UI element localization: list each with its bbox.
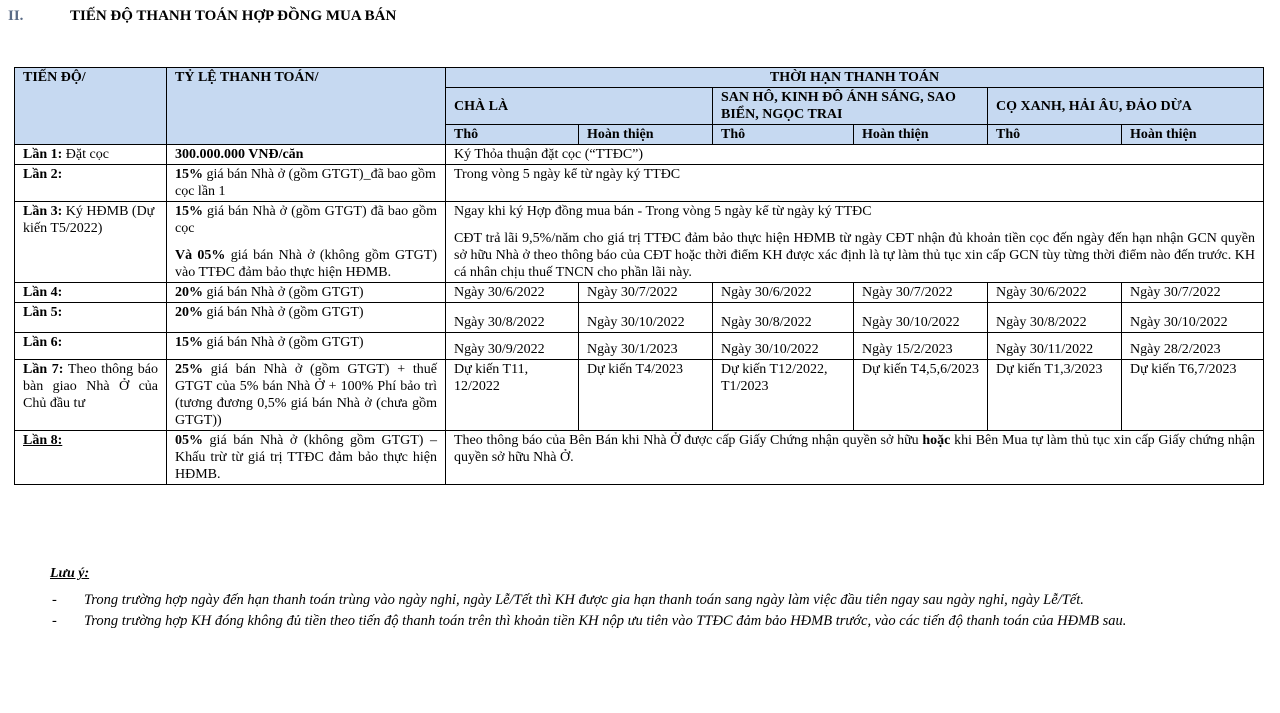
date-cell: Ngày 30/8/2022 [446,303,579,333]
stage-label: Lần 3: [23,204,63,219]
rate-percent: 15% [175,167,203,182]
group-san-ho: SAN HÔ, KINH ĐÔ ÁNH SÁNG, SAO BIỂN, NGỌC TRAI [713,88,988,125]
note-text: Trong trường hợp ngày đến hạn thanh toán trùng vào ngày nghỉ, ngày Lễ/Tết thì KH được gia hạn thanh toán sang ngày làm việc đầu tiên ngay sau ngày nghỉ, ngày Lễ/Tết. [84,592,1084,608]
stage-cell [15,202,167,283]
rate-percent: 15% [175,204,203,219]
stage-label: Lần 8: [23,433,63,448]
rate-desc: giá bán Nhà ở (gồm GTGT) [203,335,364,350]
note-list [52,591,1252,633]
payment-schedule-table [14,67,1264,485]
term-cell [446,202,1264,283]
date-cell: Ngày 30/7/2022 [1122,283,1264,303]
table-row [15,202,1264,283]
rate-desc: giá bán Nhà ở (gồm GTGT) + thuế GTGT của 5% bán Nhà Ở + 100% Phí bảo trì (tương đương 0,5% giá bán Nhà ở (chưa gồm GTGT)) [175,362,437,428]
sub-header: Thô [446,125,579,145]
rate-cell [167,431,446,485]
table-row [15,165,1264,202]
rate-percent: 20% [175,285,203,300]
rate-cell [167,283,446,303]
date-cell: Ngày 30/7/2022 [579,283,713,303]
date-cell: Ngày 30/8/2022 [713,303,854,333]
term-text: Theo thông báo của Bên Bán khi Nhà Ở được cấp Giấy Chứng nhận quyền sở hữu [454,433,923,448]
interest-note: CĐT trả lãi 9,5%/năm cho giá trị TTĐC đảm bảo thực hiện HĐMB từ ngày CĐT nhận đủ khoản tiền cọc đến ngày đến hạn nhận GCN quyền sở hữu Nhà ở theo thông báo của CĐT hoặc thời điểm KH được xác định là tự làm thủ tục xin cấp GCN tùy từng thời điểm nào đến trước. KH cá nhân chịu thuế TNCN cho phần lãi này. [454,231,1256,280]
date-cell: Dự kiến T1,3/2023 [988,360,1122,431]
rate-cell [167,360,446,431]
stage-label: Lần 2: [23,167,63,182]
rate-cell [167,202,446,283]
table-row [15,145,1264,165]
rate-desc: giá bán Nhà ở (không gồm GTGT) – Khấu trừ từ giá trị TTĐC đảm bảo thực hiện HĐMB. [175,433,437,482]
stage-label: Lần 7: [23,362,64,377]
date-cell: Ngày 30/8/2022 [988,303,1122,333]
section-title: TIẾN ĐỘ THANH TOÁN HỢP ĐỒNG MUA BÁN [70,8,397,24]
header-stage: TIẾN ĐỘ/ [15,68,167,145]
stage-desc: Đặt cọc [62,147,109,162]
section-number: II. [8,8,24,24]
note-item [52,591,1252,610]
header-deadline: THỜI HẠN THANH TOÁN [446,68,1264,88]
table-row [15,303,1264,333]
rate-cell: 300.000.000 VNĐ/căn [167,145,446,165]
date-cell: Dự kiến T6,7/2023 [1122,360,1264,431]
date-cell: Ngày 30/6/2022 [713,283,854,303]
date-cell: Ngày 30/7/2022 [854,283,988,303]
rate-cell [167,333,446,360]
note-text: Trong trường hợp KH đóng không đủ tiền theo tiến độ thanh toán trên thì khoản tiền KH nộp ưu tiên vào TTĐC đảm bảo HĐMB trước, vào các tiến độ thanh toán của HĐMB sau. [84,613,1127,629]
date-cell: Dự kiến T4/2023 [579,360,713,431]
date-cell: Ngày 15/2/2023 [854,333,988,360]
sub-header: Thô [713,125,854,145]
date-cell: Ngày 30/1/2023 [579,333,713,360]
table-row [15,333,1264,360]
date-cell: Dự kiến T12/2022, T1/2023 [713,360,854,431]
term-emphasis: hoặc [922,433,951,448]
table-row [15,431,1264,485]
header-rate: TỶ LỆ THANH TOÁN/ [167,68,446,145]
stage-cell [15,165,167,202]
stage-cell [15,333,167,360]
section-heading [8,8,396,25]
stage-cell [15,431,167,485]
rate-percent: 25% [175,362,203,377]
stage-label: Lần 4: [23,285,63,300]
date-cell: Ngày 30/10/2022 [854,303,988,333]
stage-label: Lần 1: [23,147,63,162]
group-cha-la: CHÀ LÀ [446,88,713,125]
sub-header: Hoàn thiện [579,125,713,145]
rate-percent: 05% [175,433,203,448]
rate-desc: giá bán Nhà ở (gồm GTGT) [203,285,364,300]
stage-cell [15,283,167,303]
rate-percent: 15% [175,335,203,350]
stage-desc: Ký HĐMB (Dự kiến T5/2022) [23,204,155,236]
date-cell: Dự kiến T11, 12/2022 [446,360,579,431]
stage-cell [15,145,167,165]
term-cell [446,431,1264,485]
date-cell: Ngày 30/11/2022 [988,333,1122,360]
term-cell: Ký Thỏa thuận đặt cọc (“TTĐC”) [446,145,1264,165]
rate-cell [167,165,446,202]
sub-header: Hoàn thiện [854,125,988,145]
stage-desc: Theo thông báo bàn giao Nhà Ở của Chủ đầu tư [23,362,158,411]
stage-label: Lần 5: [23,305,63,320]
rate-desc: giá bán Nhà ở (không gồm GTGT) vào TTĐC đảm bảo thực hiện HĐMB. [175,248,437,280]
date-cell: Dự kiến T4,5,6/2023 [854,360,988,431]
rate-percent: 20% [175,305,203,320]
rate-percent: Và 05% [175,248,226,263]
rate-cell [167,303,446,333]
note-bullet: - [52,592,57,608]
term-cell: Trong vòng 5 ngày kể từ ngày ký TTĐC [446,165,1264,202]
date-cell: Ngày 30/10/2022 [579,303,713,333]
table-row [15,283,1264,303]
term-line: Ngay khi ký Hợp đồng mua bán - Trong vòng 5 ngày kể từ ngày ký TTĐC [454,204,872,219]
group-co-xanh: CỌ XANH, HẢI ÂU, ĐẢO DỪA [988,88,1264,125]
note-bullet: - [52,613,57,629]
date-cell: Ngày 28/2/2023 [1122,333,1264,360]
note-title: Lưu ý: [50,566,90,581]
stage-label: Lần 6: [23,335,63,350]
date-cell: Ngày 30/6/2022 [988,283,1122,303]
rate-desc: giá bán Nhà ở (gồm GTGT) đã bao gồm cọc [175,204,437,236]
term-text: khi Bên Mua tự làm thủ tục xin cấp Giấy chứng nhận quyền sở hữu Nhà Ở. [454,433,1255,465]
date-cell: Ngày 30/10/2022 [713,333,854,360]
stage-cell [15,303,167,333]
rate-desc: giá bán Nhà ở (gồm GTGT) [203,305,364,320]
stage-cell [15,360,167,431]
table-row [15,360,1264,431]
date-cell: Ngày 30/6/2022 [446,283,579,303]
sub-header: Hoàn thiện [1122,125,1264,145]
date-cell: Ngày 30/9/2022 [446,333,579,360]
date-cell: Ngày 30/10/2022 [1122,303,1264,333]
sub-header: Thô [988,125,1122,145]
rate-desc: giá bán Nhà ở (gồm GTGT)_đã bao gồm cọc lần 1 [175,167,436,199]
note-item [52,612,1252,631]
